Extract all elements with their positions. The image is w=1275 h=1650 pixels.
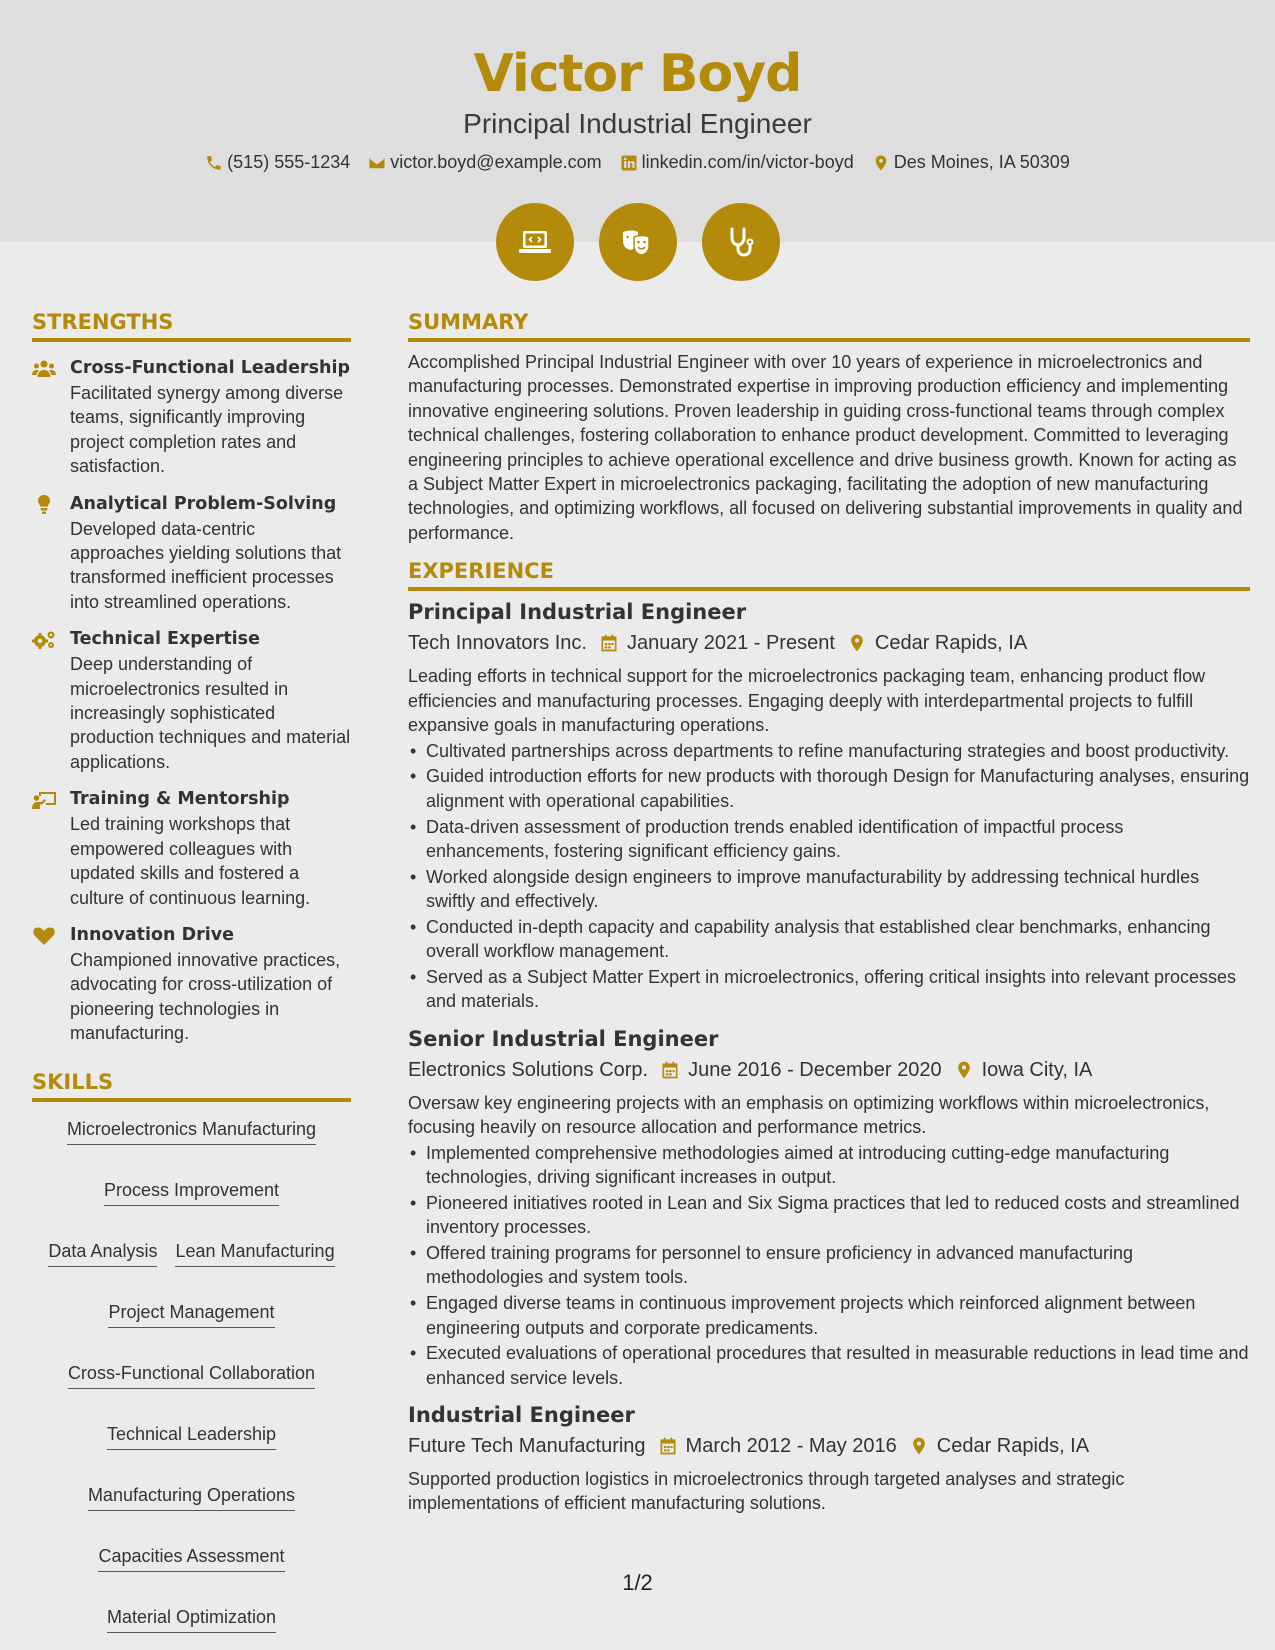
job-dates: January 2021 - Present: [626, 632, 835, 655]
job-bullet: • Pioneered initiatives rooted in Lean and Six Sigma practices that led to reduced costs and streamlined inventory processes.: [426, 1191, 1250, 1240]
job-title: Senior Industrial Engineer: [408, 1026, 719, 1051]
interest-circle-2: [599, 203, 677, 281]
strength-item: [32, 923, 351, 1046]
job-bullet: • Worked alongside design engineers to improve manufacturability by addressing technical hurdles swiftly and effectively.: [426, 865, 1250, 914]
job-bullet: • Offered training programs for personnel to ensure proficiency in advanced manufacturing methodologies and system tools.: [426, 1241, 1250, 1290]
job-bullet: • Served as a Subject Matter Expert in microelectronics, offering critical insights into relevant processes and materials.: [426, 965, 1250, 1014]
job-desc: Leading efforts in technical support for the microelectronics packaging team, enhancing product flow efficiencies and manufacturing processes. Engaging deeply with interdepartmental projects to fulfill expansive goals in manufacturing operations.: [408, 666, 1206, 736]
map-marker-icon: [872, 154, 890, 172]
map-marker-icon: [909, 1436, 929, 1456]
stethoscope-icon: [721, 222, 761, 262]
strength-name: Innovation Drive: [70, 924, 235, 945]
right-column: [408, 310, 1250, 1516]
skill-tag: Project Management: [108, 1301, 274, 1328]
strength-item: [32, 627, 351, 774]
skill-tag: Cross-Functional Collaboration: [68, 1362, 315, 1389]
strength-item: [32, 356, 351, 479]
linkedin-icon: [620, 154, 638, 172]
strength-desc: Deep understanding of microelectronics resulted in increasingly sophisticated production techniques and material applications.: [70, 654, 351, 772]
summary-text: Accomplished Principal Industrial Engineer with over 10 years of experience in microelectronics and manufacturing processes. Demonstrated expertise in improving production efficiency and implementing innovative engineering solutions. Proven leadership in guiding cross-functional teams through complex technical challenges, fostering collaboration to enhance product development. Committed to leveraging engineering principles to achieve operational excellence and drive business growth. Known for acting as a Subject Matter Expert in microelectronics packaging, facilitating the adoption of new manufacturing technologies, and optimizing workflows, all focused on delivering substantial improvements in quality and performance.: [408, 352, 1243, 543]
users-icon: [32, 359, 56, 379]
job-dates: June 2016 - December 2020: [688, 1058, 942, 1081]
job-bullets: [426, 1141, 1250, 1390]
calendar-icon: [599, 633, 619, 653]
skill-tag: Microelectronics Manufacturing: [67, 1118, 316, 1145]
skills-heading: SKILLS: [32, 1070, 351, 1102]
strength-name: Technical Expertise: [70, 629, 260, 650]
job-meta: [408, 1431, 1250, 1461]
job-location: Iowa City, IA: [981, 1058, 1093, 1081]
contact-linkedin[interactable]: [620, 152, 854, 173]
theater-masks-icon: [618, 222, 658, 262]
strengths-list: [32, 356, 351, 1046]
job-meta: [408, 1055, 1250, 1085]
strength-item: [32, 787, 351, 910]
job-bullet: • Guided introduction efforts for new products with thorough Design for Manufacturing analyses, ensuring alignment with operational capabilities.: [426, 764, 1250, 813]
skills-list: [32, 1118, 351, 1633]
summary-heading: SUMMARY: [408, 310, 1250, 342]
job-entry: [408, 1400, 1250, 1516]
strengths-heading: STRENGTHS: [32, 310, 351, 342]
heart-icon: [32, 926, 56, 946]
job-location: Cedar Rapids, IA: [874, 632, 1028, 655]
page-number: 1/2: [622, 1570, 653, 1595]
email-text: victor.boyd@example.com: [390, 152, 602, 172]
contact-email[interactable]: [368, 152, 601, 173]
job-company: Future Tech Manufacturing: [408, 1435, 646, 1458]
skill-tag: Technical Leadership: [107, 1423, 276, 1450]
job-bullet: • Engaged diverse teams in continuous improvement projects which reinforced alignment between engineering outputs and corporate predicaments.: [426, 1291, 1250, 1340]
strength-desc: Championed innovative practices, advocating for cross-utilization of pioneering technologies in manufacturing.: [70, 949, 341, 1044]
candidate-title: Principal Industrial Engineer: [463, 108, 812, 139]
skill-tag: Data Analysis: [48, 1240, 157, 1267]
map-marker-icon: [954, 1060, 974, 1080]
strength-desc: Led training workshops that empowered colleagues with updated skills and fostered a culture of continuous learning.: [70, 814, 311, 908]
job-desc: Supported production logistics in microelectronics through targeted analyses and strategic implementations of efficient manufacturing solutions.: [408, 1469, 1125, 1514]
job-bullets: [426, 739, 1250, 1014]
skill-tag: Material Optimization: [107, 1606, 276, 1633]
left-column: [32, 310, 351, 1633]
skill-tag: Process Improvement: [104, 1179, 279, 1206]
job-meta: [408, 628, 1250, 658]
job-entry: [408, 1024, 1250, 1390]
strength-desc: Developed data-centric approaches yielding solutions that transformed inefficient processes into streamlined operations.: [70, 518, 342, 612]
linkedin-text: linkedin.com/in/victor-boyd: [641, 152, 854, 172]
contact-location: [872, 152, 1070, 173]
strength-name: Analytical Problem-Solving: [70, 493, 337, 514]
experience-heading: EXPERIENCE: [408, 559, 1250, 591]
laptop-code-icon: [515, 222, 555, 262]
phone-text: (515) 555-1234: [227, 152, 351, 172]
strength-desc: Facilitated synergy among diverse teams, significantly improving project completion rates and satisfaction.: [70, 383, 344, 477]
strength-item: [32, 492, 351, 615]
phone-icon: [205, 154, 223, 172]
job-bullet: • Cultivated partnerships across departments to refine manufacturing strategies and boost productivity.: [426, 739, 1250, 763]
job-desc: Oversaw key engineering projects with an emphasis on optimizing workflows within microelectronics, focusing heavily on resource allocation and performance metrics.: [408, 1092, 1210, 1138]
contact-bar: [0, 152, 1275, 173]
interest-circle-1: [496, 203, 574, 281]
job-location: Cedar Rapids, IA: [936, 1435, 1090, 1458]
interest-icons: [0, 203, 1275, 281]
job-dates: March 2012 - May 2016: [685, 1435, 897, 1458]
skill-tag: Manufacturing Operations: [88, 1484, 295, 1511]
location-text: Des Moines, IA 50309: [893, 152, 1070, 172]
contact-phone: [205, 152, 350, 173]
interest-circle-3: [702, 203, 780, 281]
job-entry: [408, 597, 1250, 1013]
cogs-icon: [32, 630, 56, 650]
envelope-icon: [368, 154, 386, 172]
job-bullet: • Implemented comprehensive methodologies aimed at introducing cutting-edge manufacturing technologies, driving significant increases in output.: [426, 1141, 1250, 1190]
job-company: Electronics Solutions Corp.: [408, 1058, 649, 1081]
strength-name: Training & Mentorship: [70, 789, 290, 810]
job-bullet: • Data-driven assessment of production trends enabled identification of impactful process enhancements, fostering significant efficiency gains.: [426, 815, 1250, 864]
chalkboard-teacher-icon: [32, 790, 56, 810]
job-bullet: • Executed evaluations of operational procedures that resulted in measurable reductions in lead time and enhanced service levels.: [426, 1341, 1250, 1390]
skill-tag: Lean Manufacturing: [175, 1240, 334, 1267]
job-bullet: • Conducted in-depth capacity and capability analysis that established clear benchmarks, enhancing overall workflow management.: [426, 915, 1250, 964]
skill-tag: Capacities Assessment: [98, 1545, 284, 1572]
job-title: Principal Industrial Engineer: [408, 600, 747, 625]
job-title: Industrial Engineer: [408, 1403, 635, 1428]
lightbulb-icon: [32, 495, 56, 515]
calendar-icon: [660, 1060, 680, 1080]
candidate-name: Victor Boyd: [473, 44, 802, 104]
strength-name: Cross-Functional Leadership: [70, 358, 350, 378]
map-marker-icon: [847, 633, 867, 653]
job-company: Tech Innovators Inc.: [408, 632, 587, 655]
calendar-icon: [658, 1436, 678, 1456]
